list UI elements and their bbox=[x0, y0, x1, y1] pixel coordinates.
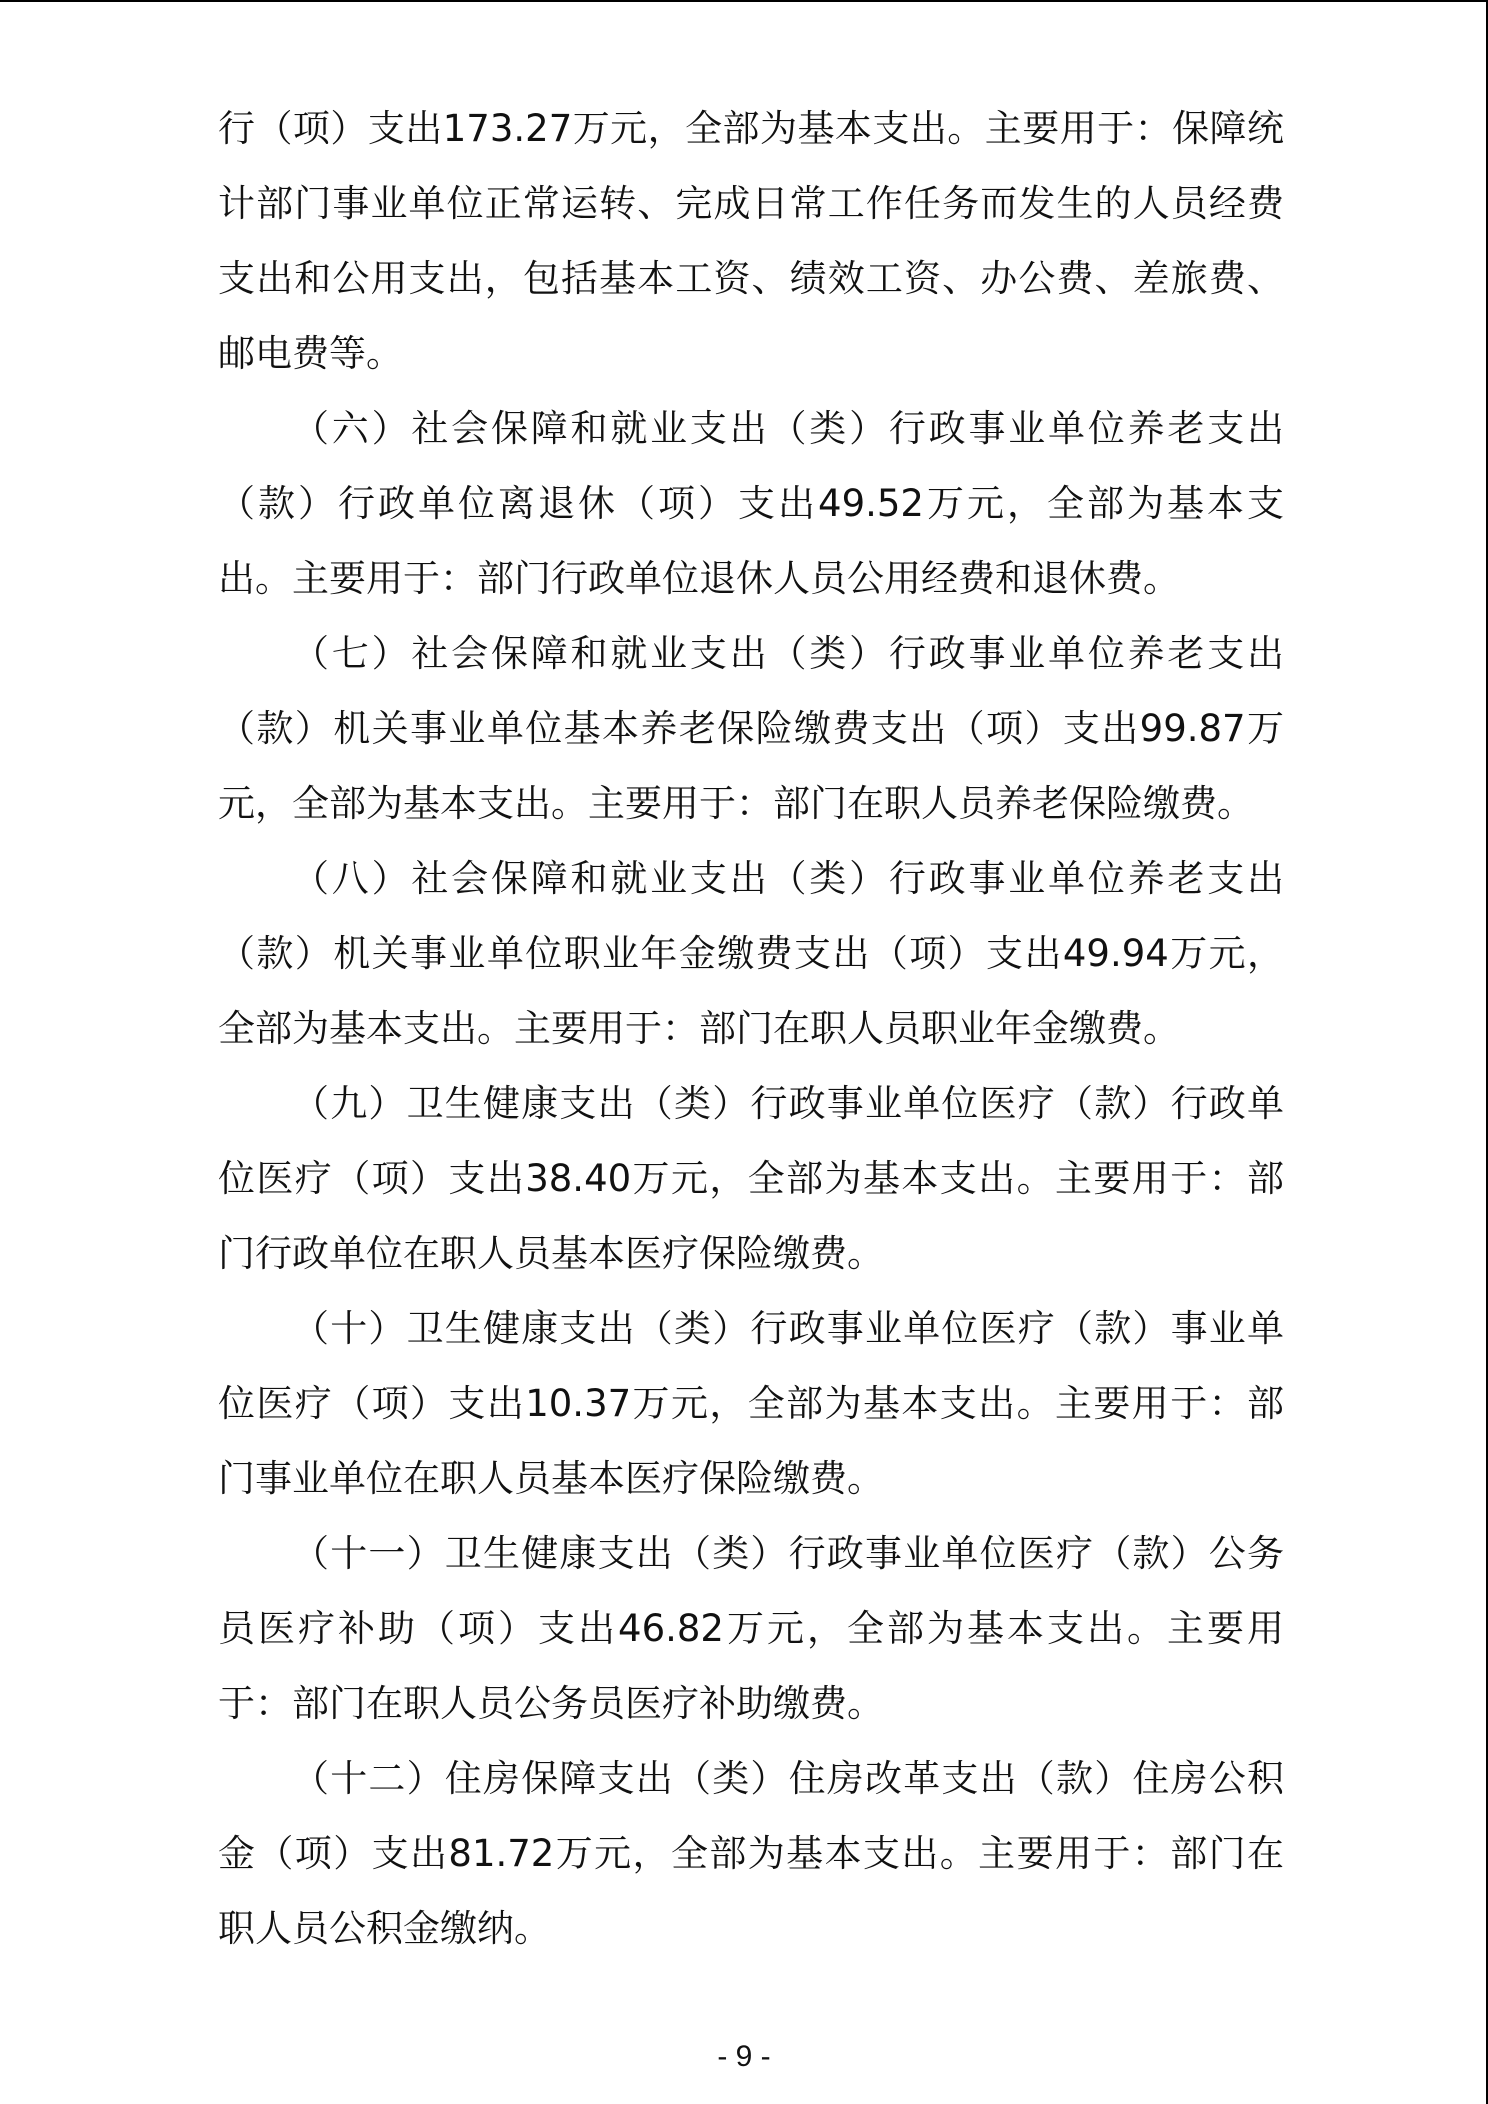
paragraph-item-6: （六）社会保障和就业支出（类）行政事业单位养老支出（款）行政单位离退休（项）支出49.52万元，全部为基本支出。主要用于：部门行政单位退休人员公用经费和退休费。 bbox=[218, 407, 1284, 600]
paragraph-item-10: （十）卫生健康支出（类）行政事业单位医疗（款）事业单位医疗（项）支出10.37万元，全部为基本支出。主要用于：部门事业单位在职人员基本医疗保险缴费。 bbox=[218, 1307, 1284, 1500]
paragraph-item-11: （十一）卫生健康支出（类）行政事业单位医疗（款）公务员医疗补助（项）支出46.82万元，全部为基本支出。主要用于：部门在职人员公务员医疗补助缴费。 bbox=[218, 1532, 1284, 1725]
page-number: - 9 - bbox=[717, 2040, 771, 2073]
document-body bbox=[218, 91, 1284, 1966]
paragraph-item-12: （十二）住房保障支出（类）住房改革支出（款）住房公积金（项）支出81.72万元，全部为基本支出。主要用于：部门在职人员公积金缴纳。 bbox=[218, 1757, 1284, 1950]
paragraph-continuation: 行（项）支出173.27万元，全部为基本支出。主要用于：保障统计部门事业单位正常运转、完成日常工作任务而发生的人员经费支出和公用支出，包括基本工资、绩效工资、办公费、差旅费、邮电费等。 bbox=[218, 107, 1284, 375]
paragraph-item-9: （九）卫生健康支出（类）行政事业单位医疗（款）行政单位医疗（项）支出38.40万元，全部为基本支出。主要用于：部门行政单位在职人员基本医疗保险缴费。 bbox=[218, 1082, 1284, 1275]
page-border-top bbox=[0, 0, 1488, 2]
paragraph-item-7: （七）社会保障和就业支出（类）行政事业单位养老支出（款）机关事业单位基本养老保险缴费支出（项）支出99.87万元，全部为基本支出。主要用于：部门在职人员养老保险缴费。 bbox=[218, 632, 1284, 825]
paragraph-item-8: （八）社会保障和就业支出（类）行政事业单位养老支出（款）机关事业单位职业年金缴费支出（项）支出49.94万元，全部为基本支出。主要用于：部门在职人员职业年金缴费。 bbox=[218, 857, 1284, 1050]
